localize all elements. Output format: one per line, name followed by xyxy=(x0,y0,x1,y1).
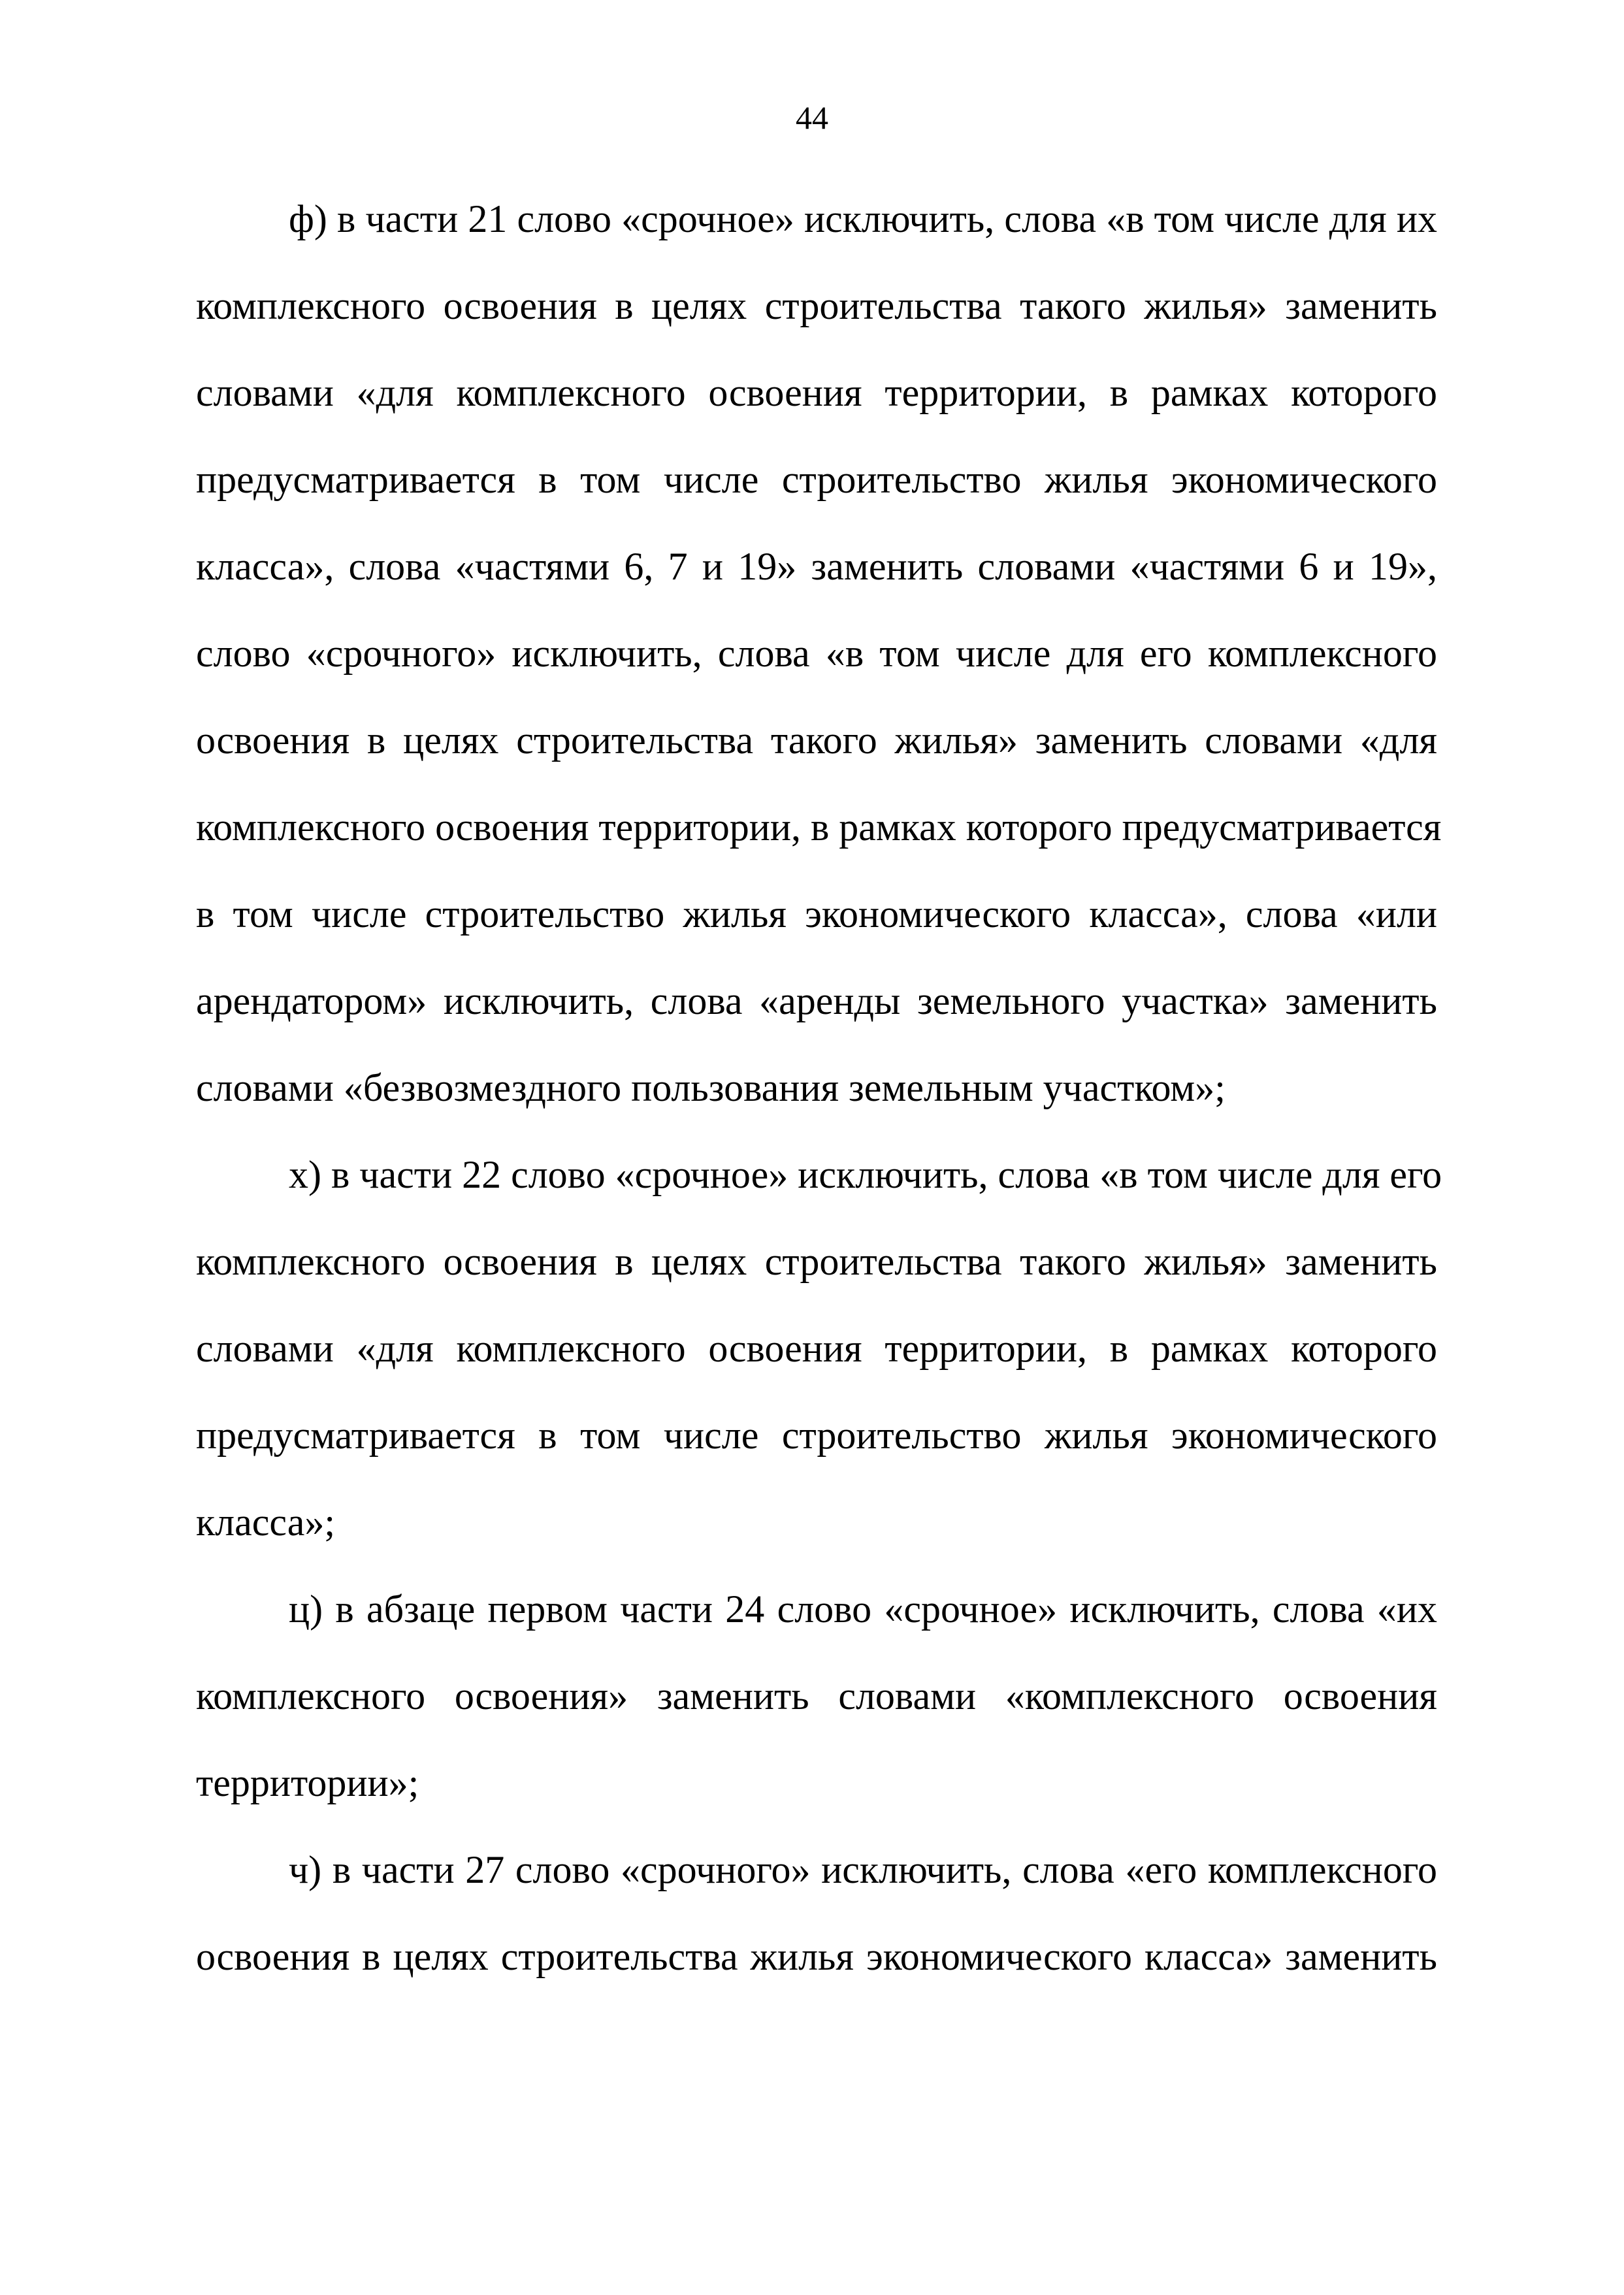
paragraph-ts-line-1: ц) в абзаце первом части 24 слово «срочное» исключить, слова «их xyxy=(289,1587,1437,1631)
paragraph-f-line-5: класса», слова «частями 6, 7 и 19» заменить словами «частями 6 и 19», xyxy=(196,545,1437,588)
paragraph-f-line-9: в том числе строительство жилья экономического класса», слова «или xyxy=(196,892,1437,936)
paragraph-f-line-11: словами «безвозмездного пользования земельным участком»; xyxy=(196,1066,1226,1109)
paragraph-f-line-8: комплексного освоения территории, в рамках которого предусматривается xyxy=(196,806,1442,849)
paragraph-f-line-4: предусматривается в том числе строительство жилья экономического xyxy=(196,458,1437,501)
paragraph-f-line-1: ф) в части 21 слово «срочное» исключить, слова «в том числе для их xyxy=(289,197,1437,240)
paragraph-ts-line-2: комплексного освоения» заменить словами «комплексного освоения xyxy=(196,1674,1437,1717)
paragraph-kh-line-3: словами «для комплексного освоения территории, в рамках которого xyxy=(196,1327,1437,1370)
page-number: 44 xyxy=(796,99,828,136)
paragraph-ch-line-1: ч) в части 27 слово «срочного» исключить, слова «его комплексного xyxy=(289,1848,1437,1891)
paragraph-f-line-7: освоения в целях строительства такого жилья» заменить словами «для xyxy=(196,719,1437,762)
paragraph-ts-line-3: территории»; xyxy=(196,1761,419,1804)
paragraph-kh-line-2: комплексного освоения в целях строительства такого жилья» заменить xyxy=(196,1240,1437,1283)
paragraph-kh-line-5: класса»; xyxy=(196,1501,336,1544)
paragraph-kh-line-1: х) в части 22 слово «срочное» исключить, слова «в том числе для его xyxy=(289,1153,1442,1196)
paragraph-f-line-6: слово «срочного» исключить, слова «в том числе для его комплексного xyxy=(196,632,1437,675)
paragraph-ch-line-2: освоения в целях строительства жилья экономического класса» заменить xyxy=(196,1935,1437,1978)
paragraph-f-line-10: арендатором» исключить, слова «аренды земельного участка» заменить xyxy=(196,979,1437,1022)
paragraph-f-line-3: словами «для комплексного освоения территории, в рамках которого xyxy=(196,371,1437,414)
paragraph-kh-line-4: предусматривается в том числе строительство жилья экономического xyxy=(196,1414,1437,1457)
paragraph-f-line-2: комплексного освоения в целях строительства такого жилья» заменить xyxy=(196,284,1437,327)
